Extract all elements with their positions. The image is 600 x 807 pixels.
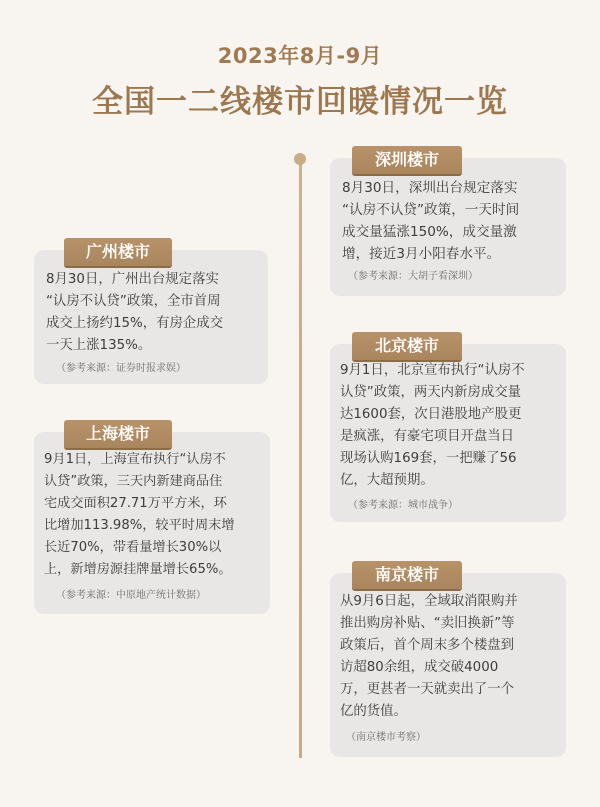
card-line: 现场认购169套，一把赚了56	[340, 451, 517, 466]
card-tag: 深圳楼市	[352, 146, 462, 174]
card-source: （南京楼市考察）	[346, 732, 426, 743]
card-source: （参考来源：大胡子看深圳）	[348, 271, 478, 282]
card-line: 成交量猛涨150%，成交量激	[342, 224, 517, 240]
card-line: 成交上扬约15%，有房企成交	[46, 316, 224, 331]
card-source: （参考来源：中原地产统计数据）	[56, 590, 206, 601]
card-tag: 南京楼市	[352, 561, 462, 589]
card-text	[340, 360, 525, 492]
card-line: 达1600套，次日港股地产股更	[340, 407, 522, 422]
card-line: 比增加113.98%，较平时周末增	[44, 518, 235, 533]
card-line: 长近70%，带看量增长30%以	[44, 540, 222, 555]
card-line: 从9月6日起，全域取消限购并	[340, 594, 518, 609]
card-source: （参考来源：证券时报求娱）	[56, 363, 186, 374]
page-title: 全国一二线楼市回暖情况一览	[92, 84, 508, 120]
card-beijing	[330, 336, 566, 522]
date-range-heading: 2023年8月-9月	[217, 44, 383, 68]
card-line: 认贷”政策，两天内新房成交量	[340, 385, 522, 400]
card-text	[44, 449, 235, 581]
card-line: 是疯涨，有豪宅项目开盘当日	[340, 429, 515, 444]
timeline-line	[299, 158, 302, 758]
card-line: 一天上涨135%。	[46, 338, 152, 353]
card-text	[342, 177, 519, 265]
card-line: 8月30日，广州出台规定落实	[46, 272, 219, 287]
card-tag: 北京楼市	[352, 332, 462, 360]
card-line: 宅成交面积27.71万平方米，环	[44, 496, 227, 511]
card-line: “认房不认贷”政策，全市首周	[46, 294, 221, 309]
card-line: 政策后，首个周末多个楼盘到	[340, 638, 515, 653]
card-line: 亿的货值。	[340, 704, 407, 719]
card-line: 亿，大超预期。	[340, 473, 434, 488]
timeline-dot	[294, 153, 306, 165]
card-text	[46, 269, 223, 357]
card-line: “认房不认贷”政策，一天时间	[342, 202, 520, 218]
card-guangzhou	[34, 242, 268, 384]
card-line: 访超80余组，成交破4000	[340, 660, 499, 675]
card-line: 上，新增房源挂牌量增长65%。	[44, 562, 232, 577]
card-tag: 上海楼市	[64, 420, 172, 448]
card-line: 8月30日，深圳出台规定落实	[342, 180, 518, 196]
card-text	[340, 591, 518, 723]
card-source: （参考来源：城市战争）	[348, 500, 458, 511]
card-shanghai	[34, 424, 270, 614]
card-line: 推出购房补贴、“卖旧换新”等	[340, 616, 515, 631]
card-nanjing	[330, 565, 566, 757]
card-line: 增，接近3月小阳春水平。	[342, 246, 501, 262]
card-tag: 广州楼市	[64, 238, 172, 266]
card-line: 9月1日，上海宣布执行“认房不	[44, 452, 226, 467]
card-line: 万，更甚者一天就卖出了一个	[340, 682, 515, 697]
card-line: 9月1日，北京宣布执行“认房不	[340, 363, 525, 378]
card-shenzhen	[330, 150, 566, 296]
card-line: 认贷”政策，三天内新建商品住	[44, 474, 223, 489]
